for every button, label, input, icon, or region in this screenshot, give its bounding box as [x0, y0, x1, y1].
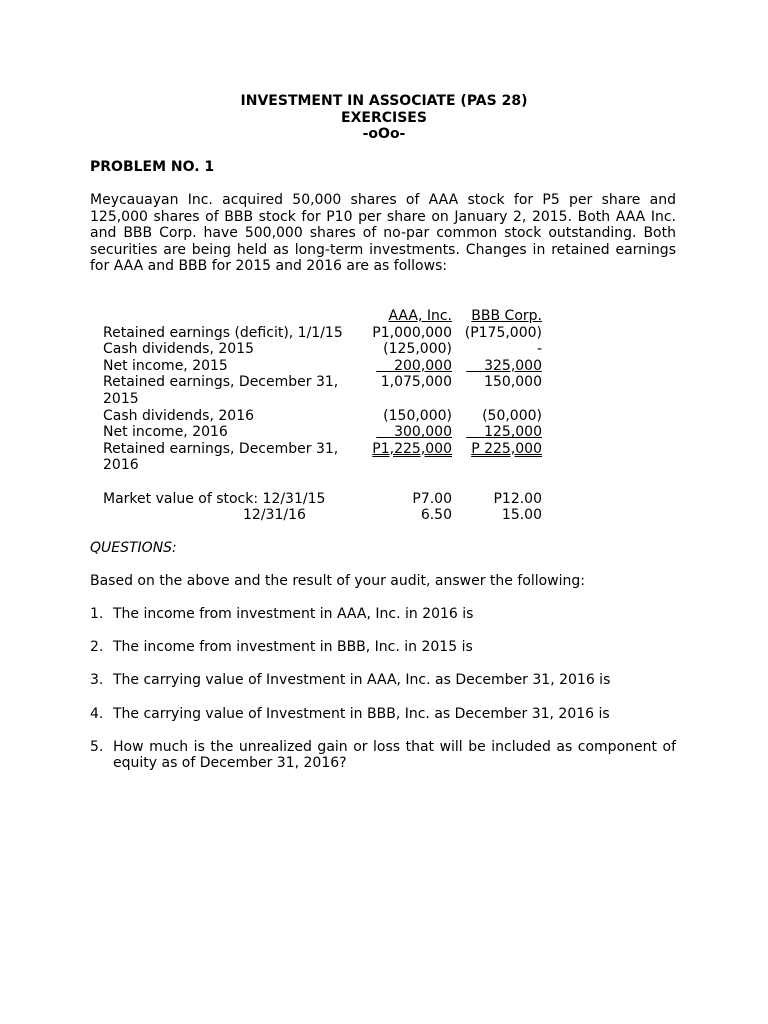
row-aaa-value: P1,000,000 — [372, 324, 452, 341]
questions-heading: QUESTIONS: — [90, 540, 177, 556]
question-text: The income from investment in BBB, Inc. in 2015 is — [113, 639, 473, 656]
market-value-aaa-2016: 6.50 — [420, 507, 452, 524]
question-item — [90, 606, 676, 623]
question-text: The carrying value of Investment in AAA, Inc. as December 31, 2016 is — [113, 672, 611, 689]
table-row — [103, 358, 563, 375]
question-number: 2. — [90, 639, 104, 656]
row-bbb-value: 150,000 — [484, 374, 542, 391]
table-row — [103, 341, 563, 358]
row-label: Net income, 2015 — [103, 357, 228, 374]
market-value-row — [103, 507, 563, 524]
table-row — [103, 374, 563, 407]
header-bbb: BBB Corp. — [471, 308, 542, 324]
market-value-aaa-2015: P7.00 — [412, 490, 452, 507]
question-text: The carrying value of Investment in BBB, Inc. as December 31, 2016 is — [113, 705, 610, 722]
table-row — [103, 408, 563, 425]
questions-list — [90, 606, 676, 789]
question-number: 5. — [90, 738, 104, 755]
table-row — [103, 325, 563, 342]
row-aaa-value: 1,075,000 — [380, 374, 452, 391]
row-bbb-value: (50,000) — [482, 407, 542, 424]
table-row — [103, 424, 563, 441]
question-text: The income from investment in AAA, Inc. in 2016 is — [113, 606, 474, 622]
row-bbb-value: P 225,000 — [471, 440, 542, 457]
intro-paragraph: Meycauayan Inc. acquired 50,000 shares of AAA stock for P5 per share and 125,000 shares of BBB stock for P10 per share on January 2, 2015. Both AAA Inc. and BBB Corp. have 500,000 shares of no-par common stock outstanding. Both securities are being held as long-term investments. Changes in retained earnings for AAA and BBB for 2015 and 2016 are as follows: — [90, 192, 676, 275]
market-value-label: Market value of stock: 12/31/15 — [103, 490, 326, 507]
header-label-cell — [103, 308, 366, 325]
table-row — [103, 441, 563, 474]
header-aaa: AAA, Inc. — [388, 308, 452, 324]
row-aaa-value: P1,225,000 — [372, 440, 452, 457]
title-line-2: EXERCISES — [341, 109, 427, 126]
questions-intro: Based on the above and the result of your audit, answer the following: — [90, 573, 585, 589]
market-value-row — [103, 491, 563, 508]
question-item — [90, 706, 676, 723]
question-number: 1. — [90, 606, 104, 622]
row-bbb-value: - — [536, 341, 542, 358]
question-number: 3. — [90, 672, 104, 689]
row-aaa-value: (150,000) — [383, 407, 452, 424]
title-line-3: -oOo- — [362, 126, 406, 143]
row-label: Retained earnings (deficit), 1/1/15 — [103, 324, 343, 341]
question-number: 4. — [90, 705, 104, 722]
question-item — [90, 639, 676, 656]
title-line-1: INVESTMENT IN ASSOCIATE (PAS 28) — [240, 93, 528, 109]
row-aaa-value: 300,000 — [394, 424, 452, 441]
row-label: Cash dividends, 2015 — [103, 341, 255, 358]
row-aaa-value: 200,000 — [394, 357, 452, 374]
retained-earnings-table — [103, 308, 563, 524]
row-aaa-value: (125,000) — [383, 341, 452, 358]
row-label: Cash dividends, 2016 — [103, 407, 255, 424]
row-bbb-value: 125,000 — [484, 424, 542, 441]
row-bbb-value: 325,000 — [484, 357, 542, 374]
market-value-bbb-2015: P12.00 — [493, 490, 542, 507]
row-label: Retained earnings, December 31, 2016 — [103, 440, 339, 474]
question-item — [90, 672, 676, 689]
row-label: Net income, 2016 — [103, 424, 228, 441]
problem-heading: PROBLEM NO. 1 — [90, 159, 215, 175]
row-label: Retained earnings, December 31, 2015 — [103, 374, 339, 407]
market-value-bbb-2016: 15.00 — [501, 507, 542, 524]
row-bbb-value: (P175,000) — [464, 324, 542, 341]
question-text: How much is the unrealized gain or loss that will be included as component of equity as of December 31, 2016? — [113, 738, 676, 772]
question-item — [90, 739, 676, 772]
table-header-row — [103, 308, 563, 325]
market-value-date-2016: 12/31/16 — [243, 507, 306, 524]
document-title — [0, 93, 768, 143]
